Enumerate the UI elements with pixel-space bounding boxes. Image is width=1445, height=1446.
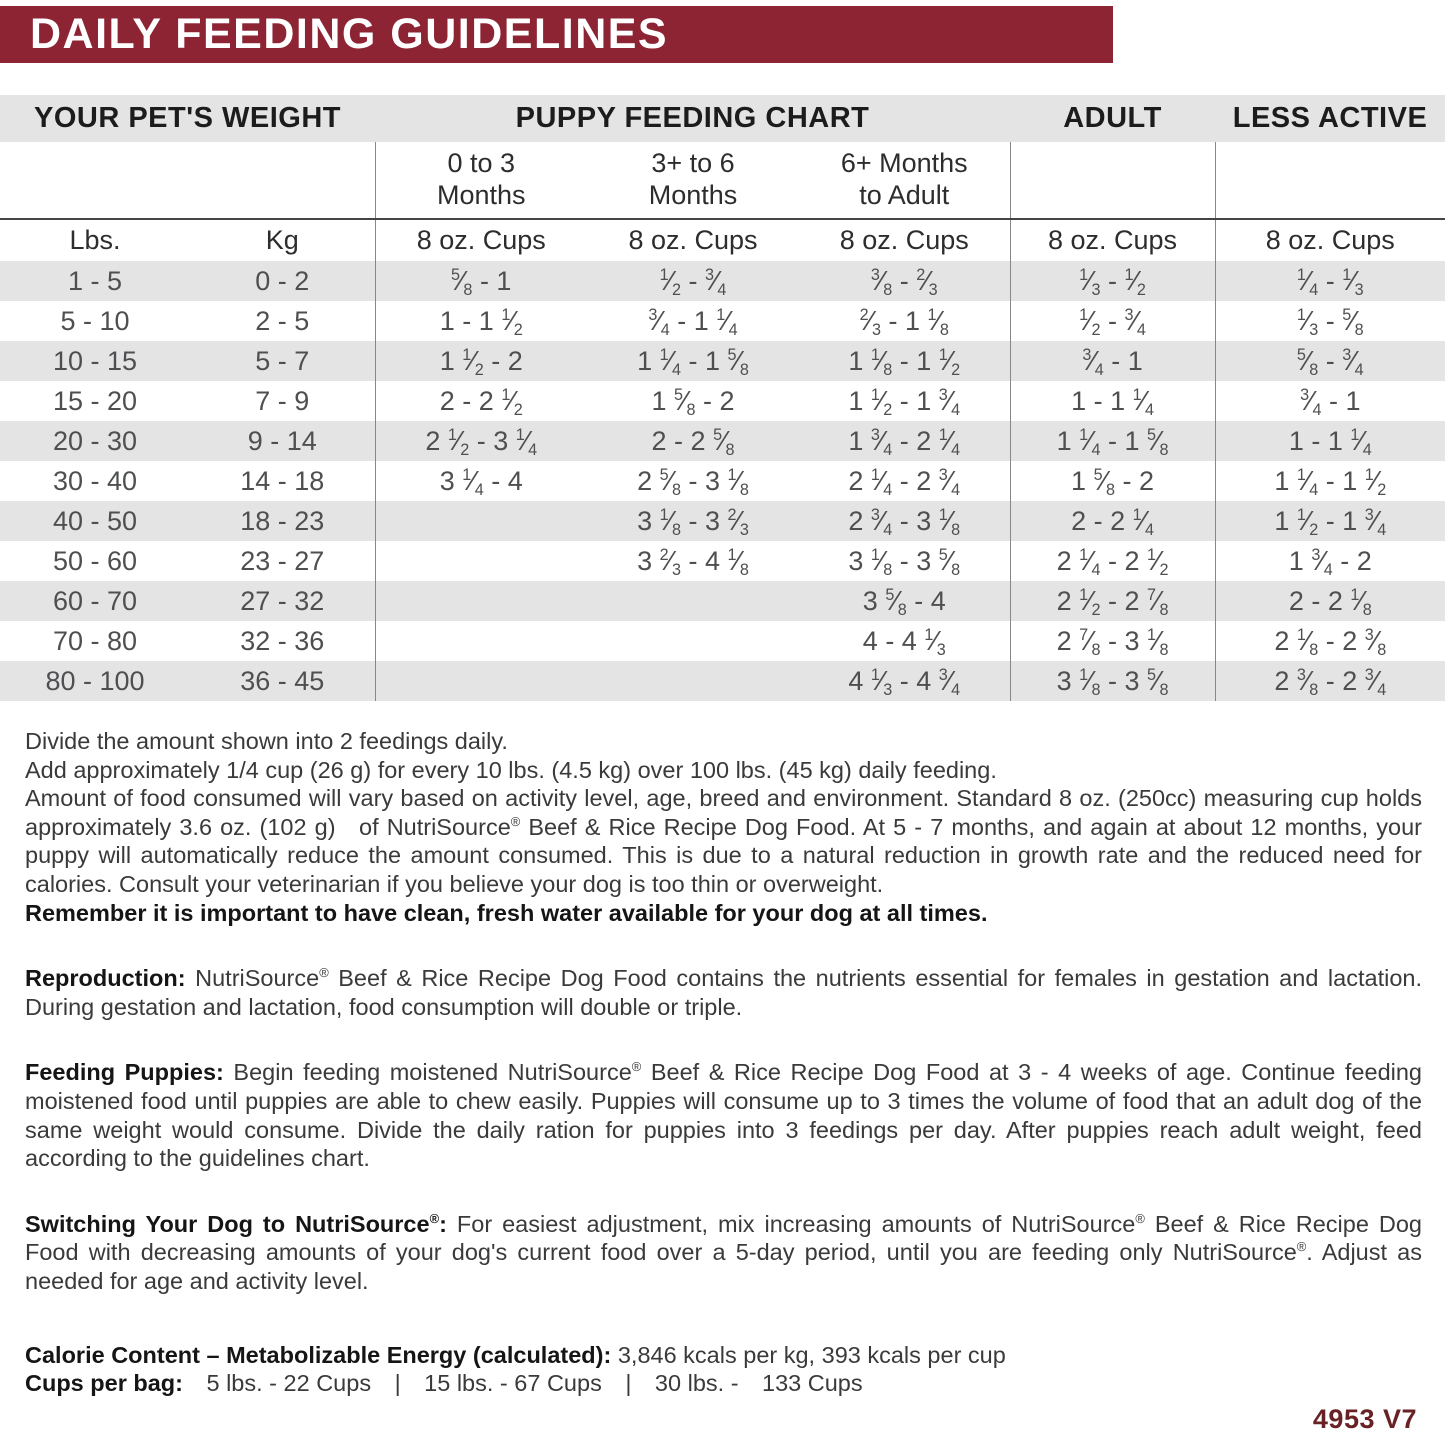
note-paragraph: Cups per bag: 5 lbs. - 22 Cups | 15 lbs. - 67 Cups | 30 lbs. - 133 Cups — [25, 1370, 863, 1397]
table-cell — [587, 581, 799, 621]
table-cell: 4 $^1$⁄3 - 4 $^3$⁄4 — [799, 661, 1010, 701]
note-paragraph: Switching Your Dog to NutriSource®: For easiest adjustment, mix increasing amounts of NutriSource® Beef & Rice Recipe Dog Food with decreasing amounts of your dog's current food over a 5-day period, until you are feeding only NutriSource®. Adjust as needed for age and activity level. — [25, 1210, 1422, 1294]
table-cell: 15 - 20 — [0, 381, 190, 421]
table-cell: $^1$⁄4 - $^1$⁄3 — [1215, 261, 1445, 301]
table-row — [0, 541, 1445, 581]
table-cell: 2 $^3$⁄8 - 2 $^3$⁄4 — [1215, 661, 1445, 701]
table-cell: $^1$⁄3 - $^5$⁄8 — [1215, 301, 1445, 341]
table-cell: 60 - 70 — [0, 581, 190, 621]
table-cell: 2 $^3$⁄4 - 3 $^1$⁄8 — [799, 501, 1010, 541]
unit-cell: 8 oz. Cups — [1010, 219, 1215, 261]
table-row — [0, 261, 1445, 301]
table-cell: 3 $^1$⁄4 - 4 — [375, 461, 587, 501]
table-cell: 2 - 2 $^1$⁄2 — [375, 381, 587, 421]
table-cell: 27 - 32 — [190, 581, 375, 621]
table-cell: 2 - 2 $^1$⁄4 — [1010, 501, 1215, 541]
note-paragraph: Remember it is important to have clean, fresh water available for your dog at all times. — [25, 899, 988, 926]
unit-cell: Lbs. — [0, 219, 190, 261]
table-cell: 40 - 50 — [0, 501, 190, 541]
table-cell: 3 $^1$⁄8 - 3 $^5$⁄8 — [799, 541, 1010, 581]
table-cell: 10 - 15 — [0, 341, 190, 381]
unit-cell: Kg — [190, 219, 375, 261]
table-cell — [375, 661, 587, 701]
table-cell: $^3$⁄8 - $^2$⁄3 — [799, 261, 1010, 301]
table-cell: 18 - 23 — [190, 501, 375, 541]
table-cell: 9 - 14 — [190, 421, 375, 461]
table-cell: $^3$⁄4 - 1 — [1010, 341, 1215, 381]
table-cell: $^5$⁄8 - 1 — [375, 261, 587, 301]
table-cell: 1 $^3$⁄4 - 2 — [1215, 541, 1445, 581]
feeding-table — [0, 95, 1445, 701]
table-cell: 32 - 36 — [190, 621, 375, 661]
note-paragraph: Divide the amount shown into 2 feedings daily. — [25, 728, 508, 754]
table-cell: 3 $^1$⁄8 - 3 $^2$⁄3 — [587, 501, 799, 541]
table-cell: 50 - 60 — [0, 541, 190, 581]
table-cell: 1 $^1$⁄4 - 1 $^5$⁄8 — [1010, 421, 1215, 461]
table-cell: 3 $^1$⁄8 - 3 $^5$⁄8 — [1010, 661, 1215, 701]
subheader-spacer — [0, 142, 375, 219]
unit-cell: 8 oz. Cups — [1215, 219, 1445, 261]
table-cell: 2 - 2 $^5$⁄8 — [587, 421, 799, 461]
table-cell: 2 - 2 $^1$⁄8 — [1215, 581, 1445, 621]
table-cell: 1 $^5$⁄8 - 2 — [1010, 461, 1215, 501]
table-row — [0, 421, 1445, 461]
table-cell: 1 $^1$⁄4 - 1 $^1$⁄2 — [1215, 461, 1445, 501]
table-cell: 1 $^5$⁄8 - 2 — [587, 381, 799, 421]
table-cell: 20 - 30 — [0, 421, 190, 461]
table-cell: 2 $^1$⁄8 - 2 $^3$⁄8 — [1215, 621, 1445, 661]
table-row — [0, 661, 1445, 701]
table-cell: 1 $^1$⁄2 - 1 $^3$⁄4 — [1215, 501, 1445, 541]
subheader-age-range: 0 to 3 Months — [375, 142, 587, 219]
table-cell: 7 - 9 — [190, 381, 375, 421]
table-cell: 1 $^1$⁄8 - 1 $^1$⁄2 — [799, 341, 1010, 381]
header-your-pets-weight: YOUR PET'S WEIGHT — [0, 95, 375, 142]
table-cell: 23 - 27 — [190, 541, 375, 581]
table-cell — [375, 541, 587, 581]
header-less-active: LESS ACTIVE — [1215, 95, 1445, 142]
unit-cell: 8 oz. Cups — [375, 219, 587, 261]
note-paragraph: Add approximately 1/4 cup (26 g) for every 10 lbs. (4.5 kg) over 100 lbs. (45 kg) daily feeding. — [25, 756, 997, 783]
table-row — [0, 341, 1445, 381]
table-cell — [375, 501, 587, 541]
table-row — [0, 581, 1445, 621]
table-cell: 5 - 10 — [0, 301, 190, 341]
table-cell: 80 - 100 — [0, 661, 190, 701]
table-header-row — [0, 95, 1445, 142]
table-cell: 3 $^5$⁄8 - 4 — [799, 581, 1010, 621]
table-cell: 0 - 2 — [190, 261, 375, 301]
page-title: DAILY FEEDING GUIDELINES — [30, 10, 669, 58]
note-paragraph: Amount of food consumed will vary based on activity level, age, breed and environment. Standard 8 oz. (250cc) measuring cup holds approximately 3.6 oz. (102 g) of NutriSource® Beef & Rice Recipe Dog Food. At 5 - 7 months, and again at about 12 months, your puppy will automatically reduce the amount consumed. This is due to a natural reduction in growth rate and the reduced need for calories. Consult your veterinarian if you believe your dog is too thin or overweight. — [25, 785, 1422, 897]
table-cell: $^3$⁄4 - 1 $^1$⁄4 — [587, 301, 799, 341]
table-cell: 2 $^5$⁄8 - 3 $^1$⁄8 — [587, 461, 799, 501]
table-cell: $^1$⁄2 - $^3$⁄4 — [1010, 301, 1215, 341]
table-row — [0, 501, 1445, 541]
table-row — [0, 621, 1445, 661]
table-cell: 2 $^1$⁄2 - 2 $^7$⁄8 — [1010, 581, 1215, 621]
table-row — [0, 381, 1445, 421]
subheader-spacer — [1215, 142, 1445, 219]
table-cell: 1 - 1 $^1$⁄4 — [1010, 381, 1215, 421]
table-cell: 30 - 40 — [0, 461, 190, 501]
table-cell — [587, 661, 799, 701]
table-cell: 2 $^1$⁄2 - 3 $^1$⁄4 — [375, 421, 587, 461]
table-row — [0, 461, 1445, 501]
table-cell: 1 $^1$⁄2 - 1 $^3$⁄4 — [799, 381, 1010, 421]
table-cell — [375, 621, 587, 661]
header-puppy-feeding-chart: PUPPY FEEDING CHART — [375, 95, 1010, 142]
table-cell: 1 - 1 $^1$⁄2 — [375, 301, 587, 341]
subheader-age-range: 3+ to 6 Months — [587, 142, 799, 219]
table-row — [0, 301, 1445, 341]
table-cell: 2 - 5 — [190, 301, 375, 341]
table-subheader-row — [0, 142, 1445, 219]
table-cell: $^3$⁄4 - 1 — [1215, 381, 1445, 421]
table-cell: $^1$⁄3 - $^1$⁄2 — [1010, 261, 1215, 301]
table-cell: $^2$⁄3 - 1 $^1$⁄8 — [799, 301, 1010, 341]
table-cell: 1 - 1 $^1$⁄4 — [1215, 421, 1445, 461]
table-cell: 36 - 45 — [190, 661, 375, 701]
table-cell: 1 - 5 — [0, 261, 190, 301]
unit-cell: 8 oz. Cups — [799, 219, 1010, 261]
table-cell: 2 $^7$⁄8 - 3 $^1$⁄8 — [1010, 621, 1215, 661]
table-cell: 2 $^1$⁄4 - 2 $^1$⁄2 — [1010, 541, 1215, 581]
unit-cell: 8 oz. Cups — [587, 219, 799, 261]
notes — [25, 727, 1422, 1398]
table-cell: 1 $^1$⁄2 - 2 — [375, 341, 587, 381]
table-cell: $^5$⁄8 - $^3$⁄4 — [1215, 341, 1445, 381]
table-cell: 2 $^1$⁄4 - 2 $^3$⁄4 — [799, 461, 1010, 501]
note-paragraph: Calorie Content – Metabolizable Energy (calculated): 3,846 kcals per kg, 393 kcals per cup — [25, 1341, 1006, 1368]
note-paragraph: Reproduction: NutriSource® Beef & Rice Recipe Dog Food contains the nutrients essential for females in gestation and lactation. During gestation and lactation, food consumption will double or triple. — [25, 965, 1422, 1020]
table-cell — [587, 621, 799, 661]
subheader-spacer — [1010, 142, 1215, 219]
table-cell: 4 - 4 $^1$⁄3 — [799, 621, 1010, 661]
table-cell — [375, 581, 587, 621]
header-adult: ADULT — [1010, 95, 1215, 142]
table-cell: 1 $^1$⁄4 - 1 $^5$⁄8 — [587, 341, 799, 381]
subheader-age-range: 6+ Months to Adult — [799, 142, 1010, 219]
table-units-row — [0, 219, 1445, 261]
table-cell: 5 - 7 — [190, 341, 375, 381]
version-code: 4953 V7 — [1312, 1404, 1417, 1434]
table-cell: 3 $^2$⁄3 - 4 $^1$⁄8 — [587, 541, 799, 581]
table-cell: 70 - 80 — [0, 621, 190, 661]
table-cell: $^1$⁄2 - $^3$⁄4 — [587, 261, 799, 301]
table-cell: 14 - 18 — [190, 461, 375, 501]
banner — [0, 6, 1113, 63]
note-paragraph: Feeding Puppies: Begin feeding moistened NutriSource® Beef & Rice Recipe Dog Food at 3 - 4 weeks of age. Continue feeding moistened food until puppies are able to chew easily. Puppies will consume up to 3 times the volume of food that an adult dog of the same weight would consume. Divide the daily ration for puppies into 3 feedings per day. After puppies reach adult weight, feed according to the guidelines chart. — [25, 1059, 1422, 1172]
table-cell: 1 $^3$⁄4 - 2 $^1$⁄4 — [799, 421, 1010, 461]
